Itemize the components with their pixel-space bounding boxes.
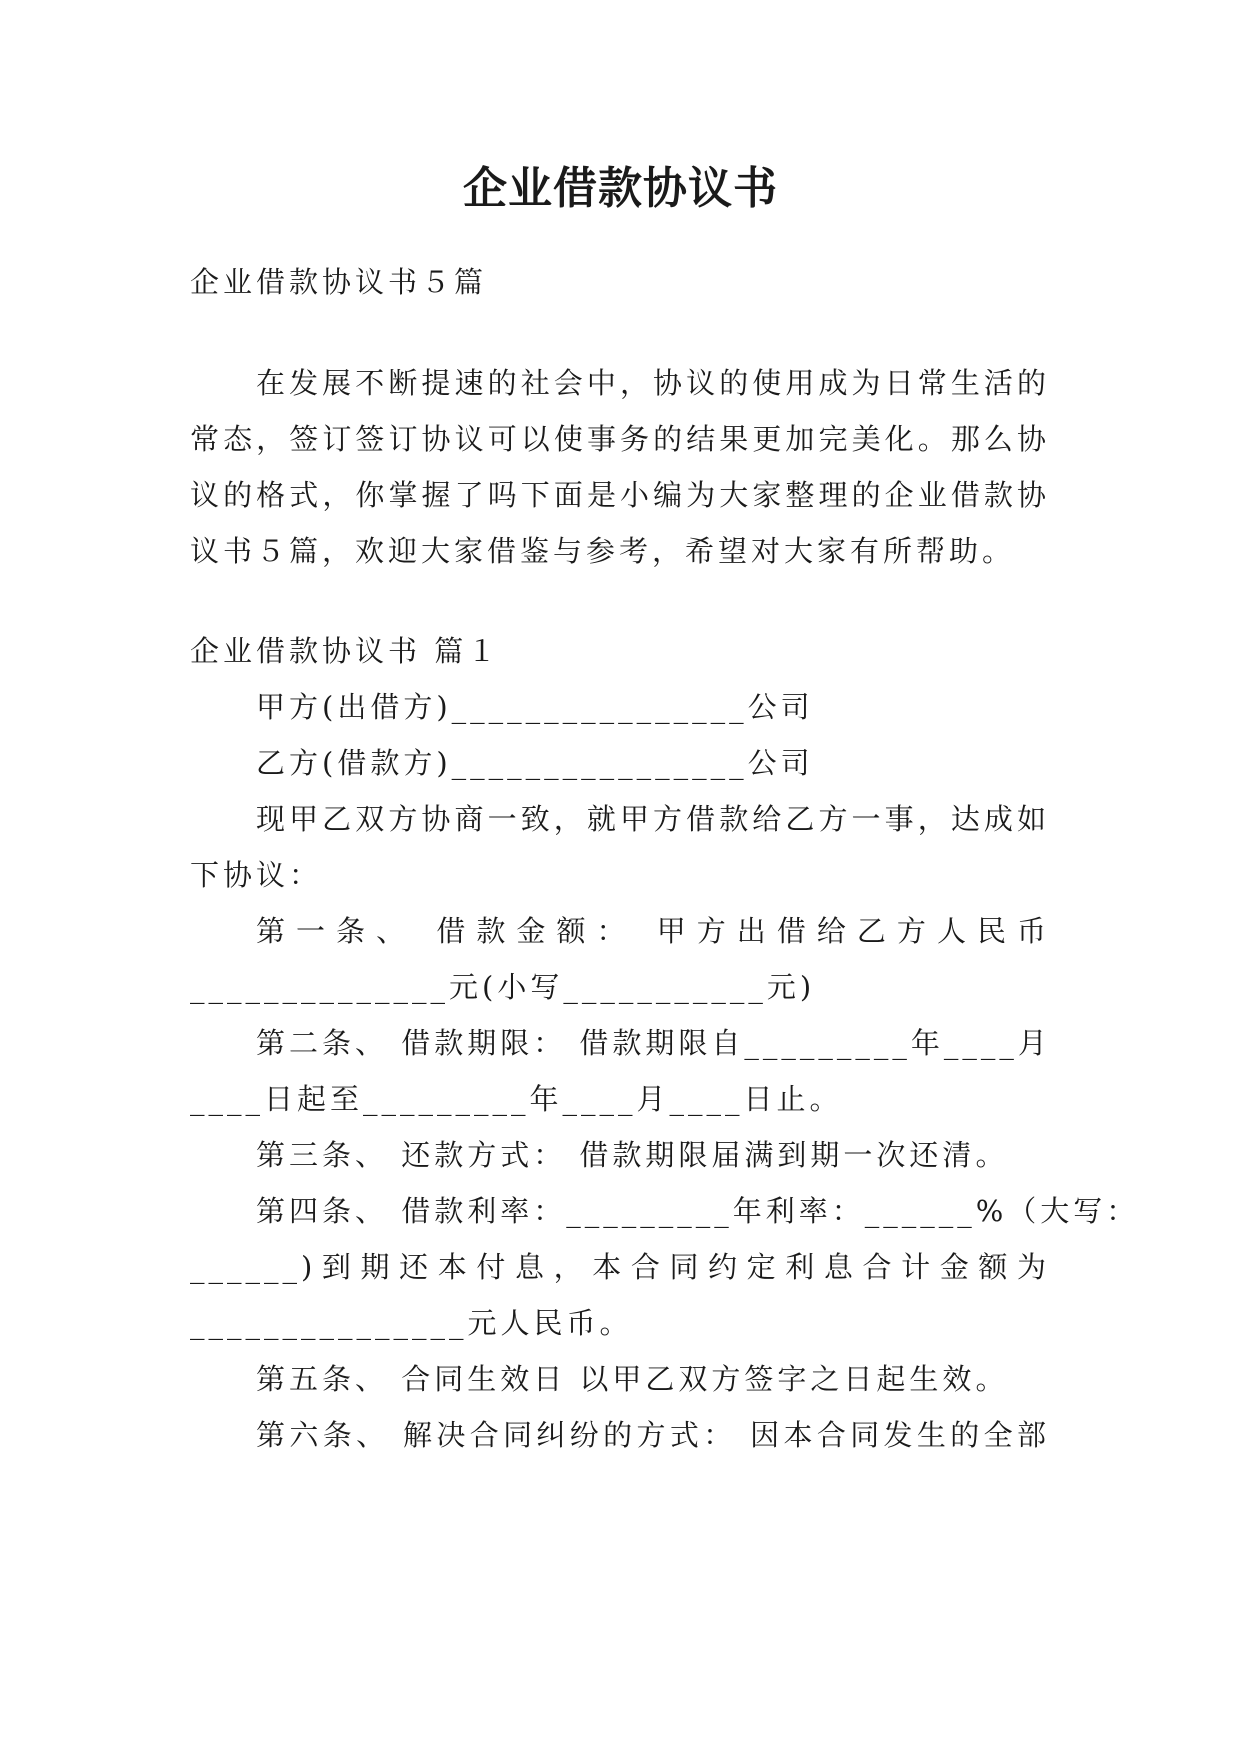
- party-a-line: 甲方(出借方)________________公司: [256, 690, 814, 724]
- article4-line-3: _______________元人民币。: [190, 1306, 633, 1340]
- article3-line: 第三条、 还款方式： 借款期限届满到期一次还清。: [256, 1138, 1009, 1172]
- document-subtitle: 企业借款协议书５篇: [190, 265, 488, 299]
- intro-line-1: 在发展不断提速的社会中，协议的使用成为日常生活的: [256, 366, 1050, 400]
- article2-line-2: ____日起至_________年____月____日止。: [190, 1082, 843, 1116]
- intro-line-3: 议的格式，你掌握了吗下面是小编为大家整理的企业借款协: [190, 478, 1050, 512]
- preamble-line-1: 现甲乙双方协商一致，就甲方借款给乙方一事，达成如: [256, 802, 1050, 836]
- article1-line-2: ______________元(小写___________元): [190, 970, 816, 1004]
- preamble-line-2: 下协议：: [190, 858, 323, 892]
- article4-line-2: ______)到期还本付息，本合同约定利息合计金额为: [190, 1250, 1050, 1284]
- intro-line-4: 议书５篇，欢迎大家借鉴与参考，希望对大家有所帮助。: [190, 534, 1016, 568]
- article5-line: 第五条、 合同生效日 以甲乙双方签字之日起生效。: [256, 1362, 1009, 1396]
- document-title: 企业借款协议书: [463, 163, 778, 214]
- article4-line-1: 第四条、 借款利率：_________年利率：______%（大写：: [256, 1194, 1140, 1228]
- article2-line-1: 第二条、 借款期限： 借款期限自_________年____月: [256, 1026, 1051, 1060]
- section-heading: 企业借款协议书 篇１: [190, 634, 501, 668]
- party-b-line: 乙方(借款方)________________公司: [256, 746, 814, 780]
- article6-line: 第六条、 解决合同纠纷的方式： 因本合同发生的全部: [256, 1418, 1050, 1452]
- article1-line-1: 第一条、 借款金额： 甲方出借给乙方人民币: [256, 914, 1050, 948]
- intro-line-2: 常态，签订签订协议可以使事务的结果更加完美化。那么协: [190, 422, 1050, 456]
